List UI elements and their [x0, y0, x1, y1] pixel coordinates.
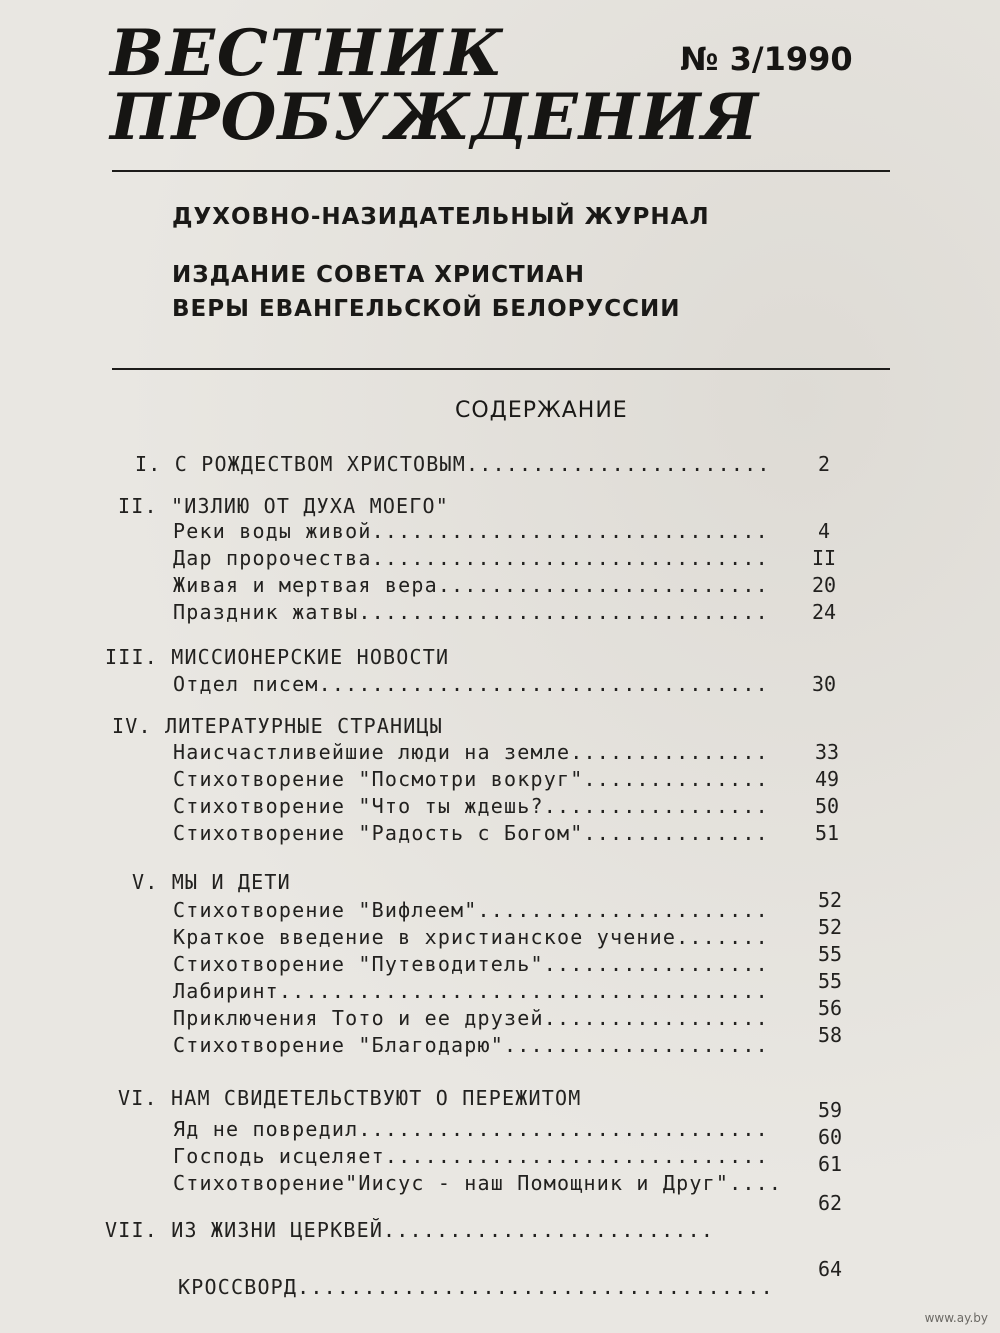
toc-page-number: 24 — [812, 600, 837, 624]
toc-section-heading: II. "ИЗЛИЮ ОТ ДУХА МОЕГО" — [118, 494, 450, 518]
watermark: www.ay.by — [924, 1311, 988, 1325]
toc-entry: Стихотворение "Благодарю".................... — [173, 1033, 769, 1057]
toc-page-number: 56 — [818, 996, 843, 1020]
contents-heading: СОДЕРЖАНИЕ — [455, 398, 628, 423]
toc-page-number: 64 — [818, 1257, 843, 1281]
toc-entry: VII. ИЗ ЖИЗНИ ЦЕРКВЕЙ......................... — [105, 1218, 715, 1242]
toc-page-number: 20 — [812, 573, 837, 597]
bottom-divider — [112, 368, 890, 370]
toc-entry: Яд не повредил............................... — [173, 1117, 769, 1141]
toc-page-number: 51 — [815, 821, 840, 845]
journal-description: ДУХОВНО-НАЗИДАТЕЛЬНЫЙ ЖУРНАЛ — [172, 204, 710, 230]
toc-entry: Стихотворение "Радость с Богом".............. — [173, 821, 769, 845]
toc-entry: Стихотворение"Иисус - наш Помощник и Друг".... — [173, 1171, 783, 1195]
toc-page-number: 52 — [818, 888, 843, 912]
toc-entry: Господь исцеляет............................. — [173, 1144, 769, 1168]
toc-page-number: 58 — [818, 1023, 843, 1047]
toc-page-number: 30 — [812, 672, 837, 696]
toc-section-heading: IV. ЛИТЕРАТУРНЫЕ СТРАНИЦЫ — [112, 714, 444, 738]
toc-entry: I. С РОЖДЕСТВОМ ХРИСТОВЫМ....................... — [135, 452, 771, 476]
toc-entry: Живая и мертвая вера......................... — [173, 573, 769, 597]
issue-number: № 3/1990 — [680, 40, 853, 78]
toc-page-number: 60 — [818, 1125, 843, 1149]
toc-section-heading: III. МИССИОНЕРСКИЕ НОВОСТИ — [105, 645, 450, 669]
toc-page-number: 61 — [818, 1152, 843, 1176]
toc-page-number: 4 — [818, 519, 831, 543]
toc-page-number: 55 — [818, 969, 843, 993]
top-divider — [112, 170, 890, 172]
toc-entry: КРОССВОРД.................................... — [178, 1275, 774, 1299]
toc-entry: Стихотворение "Путеводитель"................. — [173, 952, 769, 976]
toc-page-number: 49 — [815, 767, 840, 791]
toc-page-number: 50 — [815, 794, 840, 818]
toc-section-heading: V. МЫ И ДЕТИ — [132, 870, 291, 894]
toc-entry: Стихотворение "Вифлеем"...................... — [173, 898, 769, 922]
toc-entry: Праздник жатвы............................... — [173, 600, 769, 624]
publisher-line — [172, 258, 680, 326]
toc-entry: Наисчастливейшие люди на земле............... — [173, 740, 769, 764]
toc-page-number: 2 — [818, 452, 831, 476]
toc-entry: Стихотворение "Посмотри вокруг".............. — [173, 767, 769, 791]
masthead-title-line1: ВЕСТНИК — [110, 16, 505, 91]
toc-entry: Реки воды живой.............................. — [173, 519, 769, 543]
toc-entry: Дар пророчества.............................. — [173, 546, 769, 570]
publisher-line-2: ВЕРЫ ЕВАНГЕЛЬСКОЙ БЕЛОРУССИИ — [172, 296, 681, 322]
toc-page-number: 59 — [818, 1098, 843, 1122]
toc-entry: Приключения Тото и ее друзей................. — [173, 1006, 769, 1030]
toc-entry: Лабиринт..................................... — [173, 979, 769, 1003]
toc-entry: Отдел писем.................................. — [173, 672, 769, 696]
toc-page-number: 33 — [815, 740, 840, 764]
publisher-line-1: ИЗДАНИЕ СОВЕТА ХРИСТИАН — [172, 262, 585, 288]
toc-page-number: 55 — [818, 942, 843, 966]
toc-entry: Стихотворение "Что ты ждешь?................. — [173, 794, 769, 818]
toc-entry: Краткое введение в христианское учение....... — [173, 925, 769, 949]
toc-page-number: 52 — [818, 915, 843, 939]
toc-section-heading: VI. НАМ СВИДЕТЕЛЬСТВУЮТ О ПЕРЕЖИТОМ — [118, 1086, 582, 1110]
toc-page-number: 62 — [818, 1191, 843, 1215]
toc-page-number: II — [812, 546, 837, 570]
masthead-title-line2: ПРОБУЖДЕНИЯ — [110, 80, 759, 155]
